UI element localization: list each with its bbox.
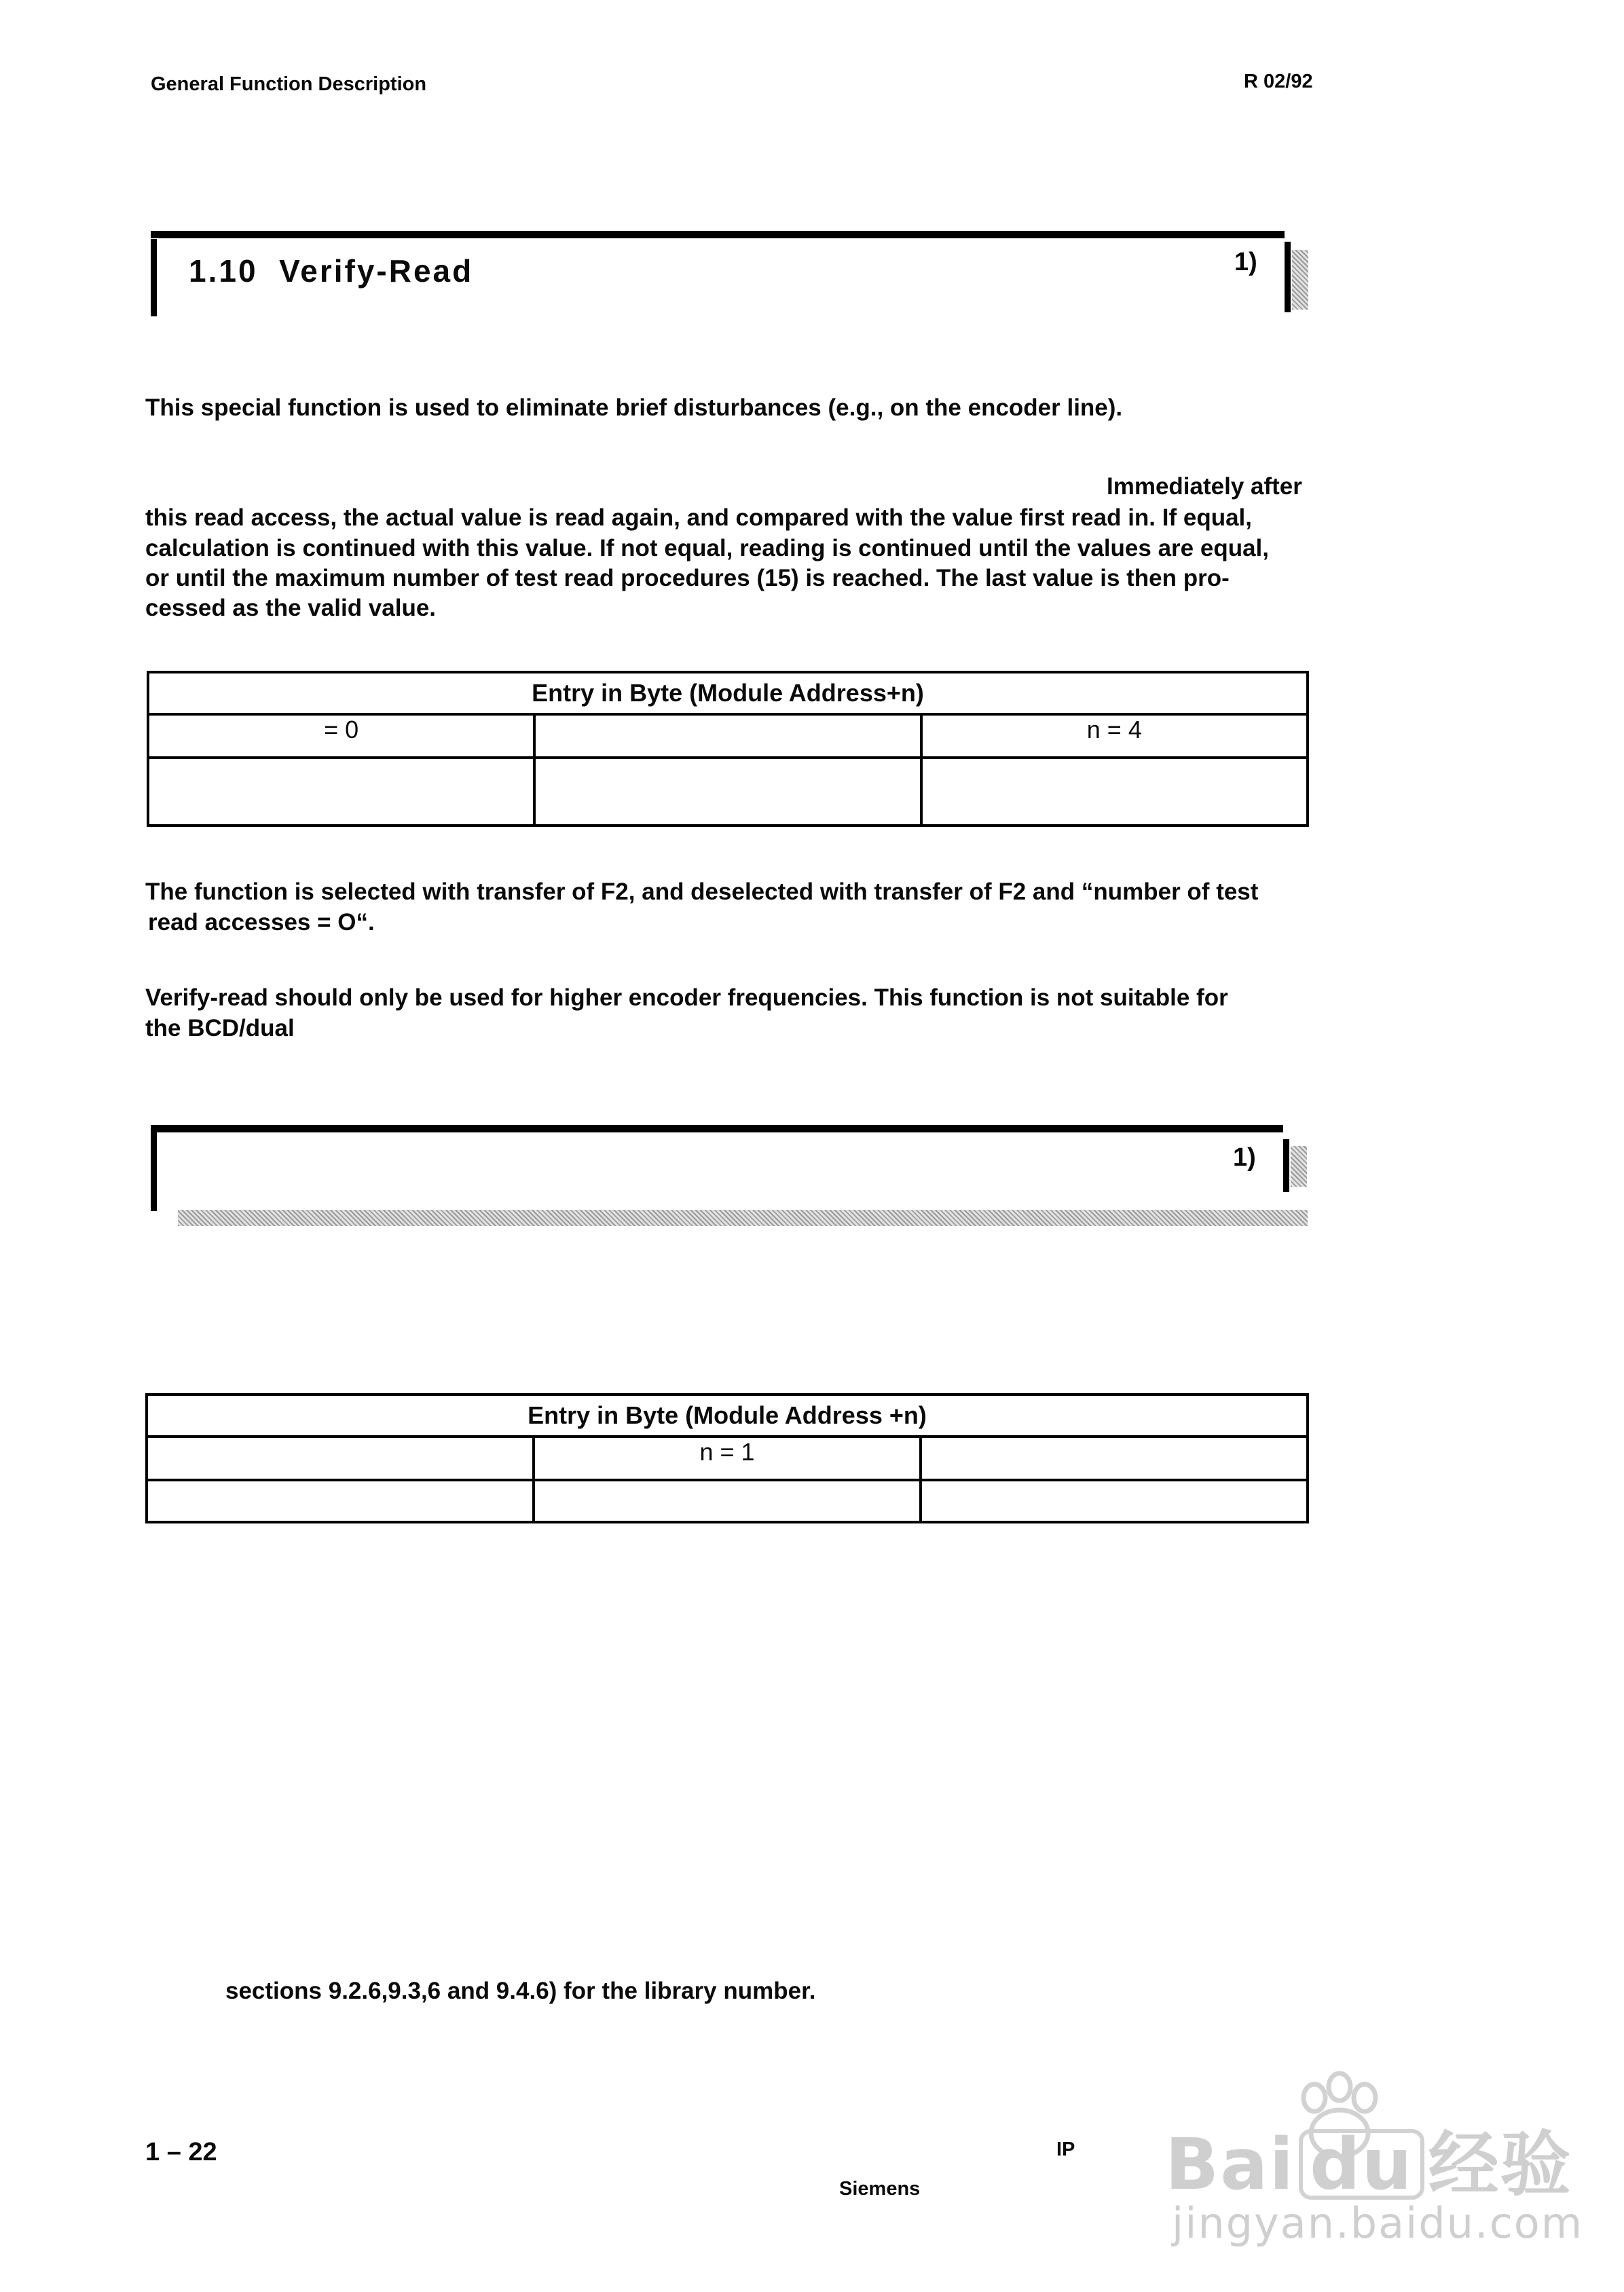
heading-left-rule [151, 239, 157, 316]
heading-shade-block [1291, 1146, 1307, 1187]
table-cell: = 0 [148, 714, 534, 758]
table-cell [534, 1480, 921, 1522]
paragraph-line: or until the maximum number of test read procedures (15) is reached. The last value is then pro- [145, 565, 1230, 591]
table-cell [147, 1480, 534, 1522]
table-cell [148, 758, 534, 826]
paragraph-fragment: Immediately after [1107, 473, 1302, 500]
paragraph-line: this read access, the actual value is read again, and compared with the value first read in. If equal, [145, 504, 1252, 531]
watermark-logo-text: Bai du 经验 [1165, 2123, 1572, 2206]
table-cell [147, 1437, 534, 1480]
heading-right-rule [1283, 1139, 1289, 1192]
table-cell [921, 1437, 1308, 1480]
page-number: 1 – 22 [145, 2138, 217, 2166]
table-cell [921, 758, 1308, 826]
table-cell [921, 1480, 1308, 1522]
table-cell: n = 4 [921, 714, 1308, 758]
paragraph-line: The function is selected with transfer of F2, and deselected with transfer of F2 and “number of test [145, 879, 1259, 905]
table-cell: n = 1 [534, 1437, 921, 1480]
table-cell [534, 714, 921, 758]
table-header: Entry in Byte (Module Address +n) [147, 1394, 1308, 1437]
paragraph-line: calculation is continued with this value. If not equal, reading is continued until the values are equal, [145, 535, 1269, 561]
heading-top-rule [151, 231, 1285, 238]
heading-shade-strip [178, 1210, 1308, 1226]
footer-label: IP [1056, 2139, 1075, 2160]
running-header-left: General Function Description [151, 73, 427, 95]
section-title: 1.10 Verify-Read [189, 253, 474, 289]
section-footnote-marker: 1) [1234, 248, 1257, 276]
heading-top-rule [151, 1125, 1283, 1132]
table-cell [534, 758, 921, 826]
heading-shade-block [1292, 250, 1308, 310]
table-header: Entry in Byte (Module Address+n) [148, 672, 1308, 714]
heading-right-rule [1285, 242, 1291, 312]
paragraph-line: read accesses = O“. [148, 909, 375, 936]
entry-table-1 [147, 671, 1309, 827]
paragraph-line: the BCD/dual [145, 1015, 295, 1041]
footer-brand: Siemens [839, 2178, 921, 2200]
running-header-right: R 02/92 [1244, 71, 1313, 92]
entry-table-2 [145, 1393, 1309, 1523]
reference-paragraph: sections 9.2.6,9.3,6 and 9.4.6) for the library number. [225, 1978, 816, 2004]
paragraph-line: Verify-read should only be used for higher encoder frequencies. This function is not suitable for [145, 984, 1228, 1011]
paragraph-line: cessed as the valid value. [145, 595, 437, 621]
section-footnote-marker: 1) [1233, 1143, 1256, 1172]
watermark-url-text: jingyan.baidu.com [1172, 2198, 1584, 2248]
heading-left-rule [151, 1132, 157, 1211]
intro-paragraph: This special function is used to eliminate brief disturbances (e.g., on the encoder line). [145, 394, 1123, 421]
